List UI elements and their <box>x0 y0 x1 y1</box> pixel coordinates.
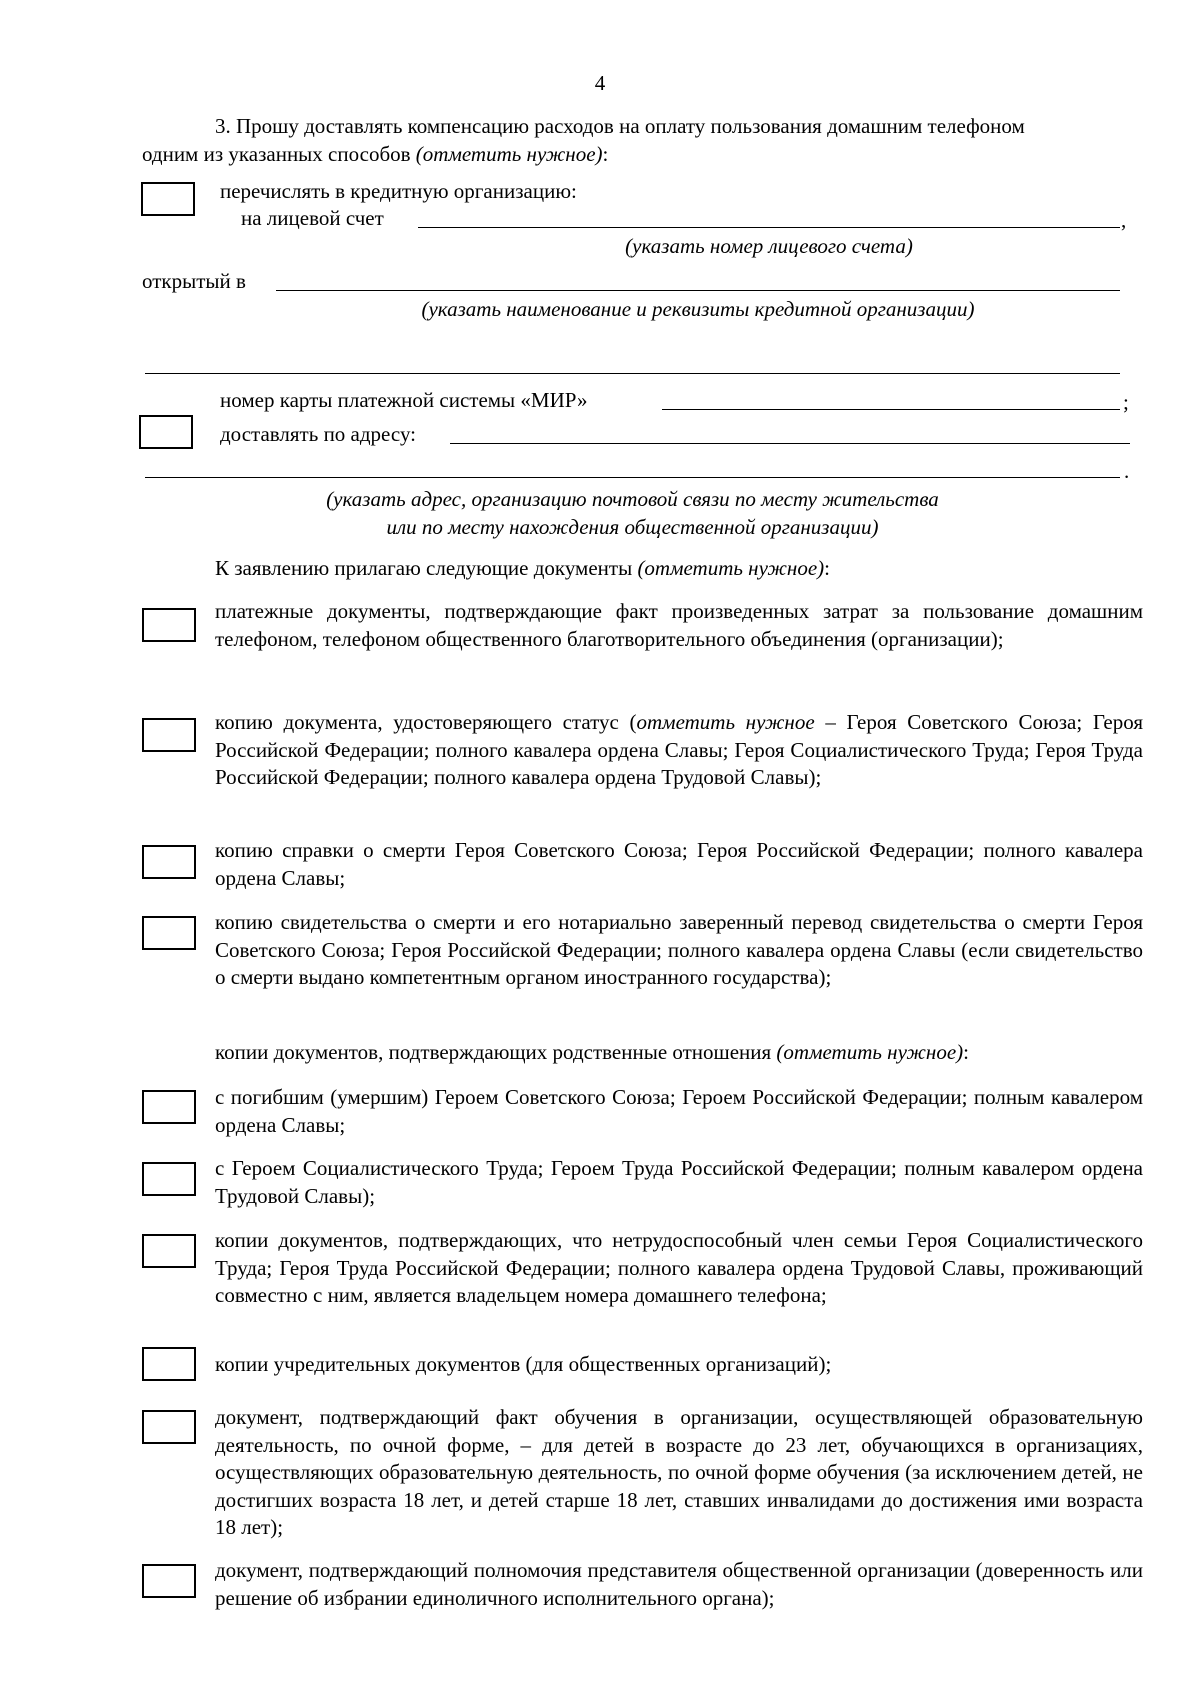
relatives-intro-hint: (отметить нужное) <box>776 1040 964 1064</box>
doc-payment-text: платежные документы, подтверждающие факт произведенных затрат за пользование домашним телефоном, телефоном общественного благотворительного объединения (организации); <box>215 599 1143 651</box>
page-number: 4 <box>594 71 606 95</box>
doc-relation-hero-ussr-checkbox[interactable] <box>142 1090 196 1124</box>
relatives-intro-end: : <box>963 1040 969 1064</box>
doc-education-checkbox[interactable] <box>142 1410 196 1444</box>
bank-transfer-checkbox[interactable] <box>141 182 195 216</box>
section3-intro-line1: 3. Прошу доставлять компенсацию расходов на оплату пользования домашним телефоном <box>215 114 1025 138</box>
relatives-intro-text: копии документов, подтверждающих родственные отношения <box>215 1040 772 1064</box>
attachments-intro <box>215 555 830 582</box>
mir-card-end: ; <box>1123 390 1129 414</box>
address-hint-line2: или по месту нахождения общественной организации) <box>386 515 879 539</box>
doc-relation-hero-labor-text: с Героем Социалистического Труда; Героем Труда Российской Федерации; полным кавалером ордена Трудовой Славы); <box>215 1156 1143 1208</box>
section3-intro-line2 <box>142 141 608 168</box>
doc-status-text-b: – Героя Советского Союза; Героя Российской Федерации; полного кавалера ордена Славы; Героя Социалистического Труда; Героя Труда Российской Федерации; полного кавалера ордена Трудовой Славы); <box>215 710 1143 789</box>
address-end-period: . <box>1124 459 1130 483</box>
doc-representative-checkbox[interactable] <box>142 1564 196 1598</box>
doc-relation-hero-ussr-text: с погибшим (умершим) Героем Советского Союза; Героем Российской Федерации; полным кавалером ордена Славы; <box>215 1085 1143 1137</box>
address-hint-line1: (указать адрес, организацию почтовой связи по месту жительства <box>326 487 939 511</box>
doc-death-certificate-copy-checkbox[interactable] <box>142 845 196 879</box>
account-number-field[interactable] <box>418 227 1120 228</box>
doc-family-phone-owner-text: копии документов, подтверждающих, что нетрудоспособный член семьи Героя Социалистического Труда; Героя Труда Российской Федерации; полного кавалера ордена Трудовой Славы, проживающий совместно с ним, является владельцем номера домашнего телефона; <box>215 1228 1143 1307</box>
doc-relation-hero-labor-checkbox[interactable] <box>142 1162 196 1196</box>
bank-name-field[interactable] <box>276 290 1120 291</box>
section3-intro-end: : <box>602 142 609 166</box>
address-field-line1[interactable] <box>450 443 1130 444</box>
bank-name-hint: (указать наименование и реквизиты кредитной организации) <box>421 297 975 321</box>
section3-intro-hint: (отметить нужное) <box>415 142 603 166</box>
doc-death-foreign-checkbox[interactable] <box>142 916 196 950</box>
mir-card-number-field[interactable] <box>662 409 1120 410</box>
doc-payment-checkbox[interactable] <box>142 608 196 642</box>
bank-transfer-label: перечислять в кредитную организацию: <box>220 179 577 203</box>
bank-details-extra-field[interactable] <box>145 373 1120 374</box>
opened-in-label: открытый в <box>142 269 246 293</box>
doc-status-text-a: копию документа, удостоверяющего статус ( <box>215 710 637 734</box>
attachments-intro-text: К заявлению прилагаю следующие документы <box>215 556 633 580</box>
doc-founding-checkbox[interactable] <box>142 1347 196 1381</box>
attachments-intro-hint: (отметить нужное) <box>637 556 825 580</box>
section3-intro-text: одним из указанных способов <box>142 142 411 166</box>
relatives-intro <box>215 1039 969 1066</box>
doc-status-text <box>215 709 1143 792</box>
account-hint: (указать номер лицевого счета) <box>625 234 913 258</box>
account-end-comma: , <box>1121 208 1127 232</box>
account-label: на лицевой счет <box>241 206 384 230</box>
doc-status-checkbox[interactable] <box>142 718 196 752</box>
doc-death-certificate-copy-text: копию справки о смерти Героя Советского Союза; Героя Российской Федерации; полного кавалера ордена Славы; <box>215 838 1143 890</box>
doc-status-hint: отметить нужное <box>636 710 815 734</box>
doc-family-phone-owner-checkbox[interactable] <box>142 1234 196 1268</box>
doc-founding-text: копии учредительных документов (для общественных организаций); <box>215 1352 832 1376</box>
address-delivery-label: доставлять по адресу: <box>220 422 417 446</box>
doc-representative-text: документ, подтверждающий полномочия представителя общественной организации (доверенность или решение об избрании единоличного исполнительного органа); <box>215 1558 1143 1610</box>
address-delivery-checkbox[interactable] <box>139 415 193 449</box>
doc-education-text: документ, подтверждающий факт обучения в организации, осуществляющей образовательную деятельность, по очной форме, – для детей в возрасте до 23 лет, обучающихся в организациях, осуществляющих образовательную деятельность, по очной форме обучения (за исключением детей, не достигших возраста 18 лет, и детей старше 18 лет, ставших инвалидами до достижения ими возраста 18 лет); <box>215 1405 1143 1539</box>
address-field-line2[interactable] <box>145 477 1120 478</box>
doc-death-foreign-text: копию свидетельства о смерти и его нотариально заверенный перевод свидетельства о смерти Героя Советского Союза; Героя Российской Федерации; полного кавалера ордена Славы (если свидетельство о смерти выдано компетентным органом иностранного государства); <box>215 910 1143 989</box>
mir-card-label: номер карты платежной системы «МИР» <box>220 388 588 412</box>
attachments-intro-end: : <box>824 556 831 580</box>
